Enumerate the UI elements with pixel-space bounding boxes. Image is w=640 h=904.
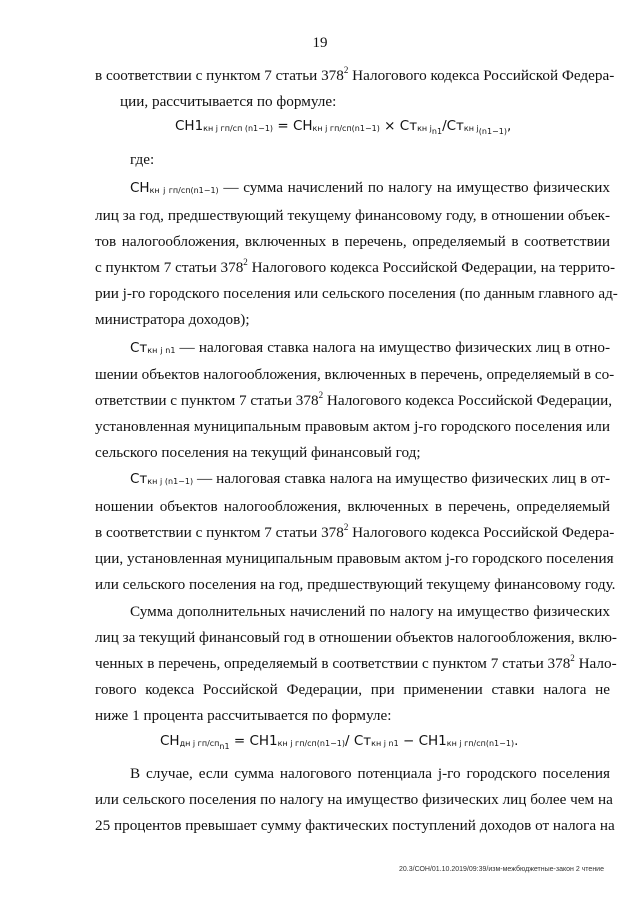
text-line: сельского поселения на текущий финансовый год;	[95, 444, 421, 461]
text-line: $СН_{кн j гп/сп(n1-1)}$ — сумма начислений по налогу на имущество физических	[130, 179, 611, 196]
text-line: в соответствии с пунктом 7 статьи $378^2$ Налогового кодекса Российской Федера-	[95, 64, 615, 84]
text-line: или сельского поселения по налогу на имущество физических лиц более чем на	[95, 791, 613, 808]
text-line: лиц за текущий финансовый год в отношении объектов налогообложения, вклю-	[95, 629, 617, 646]
text-line: тов налогообложения, включенных в перечень, определяемый в соответствии	[95, 233, 610, 250]
text-line: установленная муниципальным правовым актом j-го городского поселения или	[95, 418, 610, 435]
text-line: ношении объектов налогообложения, включенных в перечень, определяемый	[95, 498, 610, 515]
def-symbol-st-n1-minus-1: $Ст_{кн j (n1-1)}$	[130, 471, 194, 487]
text-line: ниже 1 процента рассчитывается по формуле:	[95, 707, 392, 724]
text-line: министратора доходов);	[95, 311, 250, 328]
text-line: в соответствии с пунктом 7 статьи $378^2$ Налогового кодекса Российской Федера-	[95, 521, 615, 541]
text-line: 25 процентов превышает сумму фактических поступлений доходов от налога на	[95, 817, 615, 834]
text-line: или сельского поселения на год, предшествующий текущему финансовому году.	[95, 576, 616, 593]
text-line: шении объектов налогообложения, включенных в перечень, определяемый в со-	[95, 366, 615, 383]
def-symbol-sn: $СН_{кн j гп/сп(n1-1)}$	[130, 180, 219, 196]
text-line: с пунктом 7 статьи $378^2$ Налогового кодекса Российской Федерации, на террито-	[95, 256, 616, 276]
text-line: $Ст_{кн j n1}$ — налоговая ставка налога на имущество физических лиц в отно-	[130, 339, 611, 356]
text-line: ции, рассчитывается по формуле:	[120, 93, 337, 110]
text-line: рии j-го городского поселения или сельского поселения (по данным главного ад-	[95, 285, 618, 302]
formula-sn-dn: $СН_{дн j гп/спn1} = СН1_{кн j гп/сп(n1-1)}/$ $Ст_{кн j n1} - СН1_{кн j гп/сп(n1-1)}$.	[160, 733, 519, 751]
text-line: гового кодекса Российской Федерации, при применении ставки налога не	[95, 681, 610, 698]
def-symbol-st-n1: $Ст_{кн j n1}$	[130, 340, 176, 356]
text-line: $Ст_{кн j (n1-1)}$ — налоговая ставка налога на имущество физических лиц в от-	[130, 470, 610, 487]
text-line: ченных в перечень, определяемый в соответствии с пунктом 7 статьи $378^2$ Нало-	[95, 652, 617, 672]
formula-sn1: $СН1_{кн j гп/сп (n1-1)} = СН_{кн j гп/сп(n1-1)} \times Ст_{кн jn1}/Ст_{кн j(n1-1)}$,	[175, 118, 512, 136]
text-line: Сумма дополнительных начислений по налогу на имущество физических	[130, 603, 610, 620]
text-line: ответствии с пунктом 7 статьи $378^2$ Налогового кодекса Российской Федерации,	[95, 389, 613, 409]
document-footer-stamp: 20.3/СОН/01.10.2019/09:39/изм-межбюджетные-закон 2 чтение	[399, 866, 604, 873]
text-line: ции, установленная муниципальным правовым актом j-го городского поселения	[95, 550, 614, 567]
text-line: лиц за год, предшествующий текущему финансовому году, в отношении объек-	[95, 207, 610, 224]
text-line: В случае, если сумма налогового потенциала j-го городского поселения	[130, 765, 610, 782]
page-number: 19	[312, 35, 328, 51]
text-line: где:	[130, 151, 155, 168]
